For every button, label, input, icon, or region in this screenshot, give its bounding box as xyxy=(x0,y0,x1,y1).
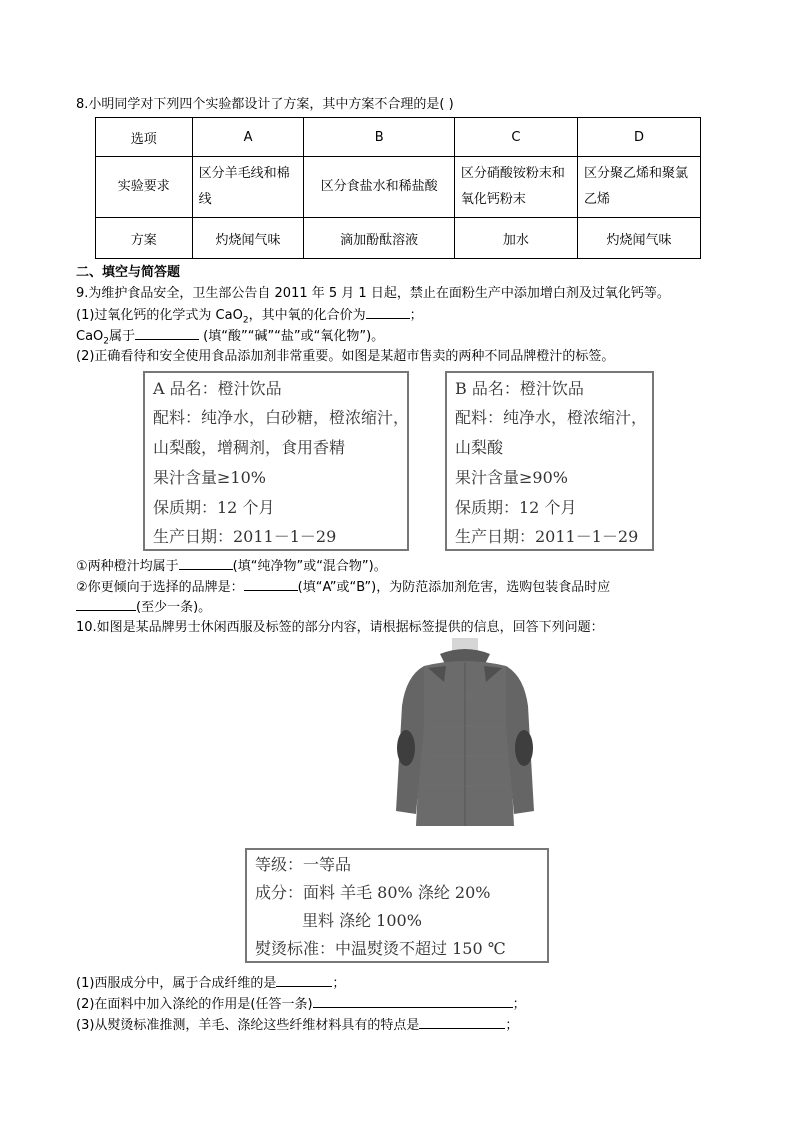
q8-stem: 8.小明同学对下列四个实验都设计了方案，其中方案不合理的是( ) xyxy=(76,97,454,112)
cell-req-c: 区分硝酸铵粉末和氧化钙粉末 xyxy=(454,157,577,218)
row-label-requirement: 实验要求 xyxy=(96,157,193,218)
blazer-image xyxy=(384,636,546,836)
answer-blank[interactable] xyxy=(76,597,136,611)
elbow-patch-icon xyxy=(397,730,415,766)
q9-p1-l2-text: CaO xyxy=(76,329,104,344)
q9-part2: (2)正确看待和安全使用食品添加剂非常重要。如图是某超市售卖的两种不同品牌橙汁的标签。 xyxy=(76,349,615,364)
cell-req-a: 区分羊毛线和棉线 xyxy=(192,157,304,218)
label-a-line: 生产日期：2011－1－29 xyxy=(153,527,337,546)
q9-sub2 xyxy=(76,577,610,597)
q9-sub1 xyxy=(76,556,387,576)
q10-part1 xyxy=(76,973,345,993)
header-a: A xyxy=(192,118,304,157)
cell-req-b: 区分食盐水和稀盐酸 xyxy=(304,157,454,218)
cell-plan-d: 灼烧闻气味 xyxy=(577,218,700,259)
answer-blank[interactable] xyxy=(276,973,332,987)
q10-part2 xyxy=(76,994,526,1014)
q10-p2-end: ； xyxy=(512,997,526,1012)
q10-p3-end: ； xyxy=(505,1018,519,1033)
juice-label-a xyxy=(143,371,409,551)
garment-label-line: 等级：一等品 xyxy=(255,855,352,874)
q9-p1-end: ； xyxy=(409,308,423,323)
answer-blank[interactable] xyxy=(313,994,513,1008)
table-row xyxy=(96,218,701,259)
q9-p1-text: (1)过氧化钙的化学式为 CaO xyxy=(76,308,243,323)
q9-p1-l2-post: (填“酸”“碱”“盐”或“氧化物”)。 xyxy=(199,329,385,344)
label-a-line: 山梨酸，增稠剂，食用香精 xyxy=(153,438,346,457)
q8-table xyxy=(95,117,701,259)
q9-s1-text: ①两种橙汁均属于 xyxy=(76,559,179,574)
label-a-line: 保质期：12 个月 xyxy=(153,498,275,517)
section-title: 二、填空与简答题 xyxy=(76,265,181,280)
table-row xyxy=(96,157,701,218)
garment-label-line: 熨烫标准：中温熨烫不超过 150 ℃ xyxy=(255,939,506,958)
table-row xyxy=(96,118,701,157)
subscript: 2 xyxy=(242,315,249,326)
q9-part1-line2 xyxy=(76,326,384,351)
q9-stem: 9.为维护食品安全，卫生部公告自 2011 年 5 月 1 日起，禁止在面粉生产中添加增白剂及过氧化钙等。 xyxy=(76,286,670,301)
garment-label xyxy=(245,848,549,963)
cell-req-d: 区分聚乙烯和聚氯乙烯 xyxy=(577,157,700,218)
subscript: 2 xyxy=(103,336,110,347)
label-b-line: 生产日期：2011－1－29 xyxy=(455,527,639,546)
q9-s1-post: (填“纯净物”或“混合物”)。 xyxy=(232,559,387,574)
label-b-line: B 品名：橙汁饮品 xyxy=(455,379,584,398)
q10-part3 xyxy=(76,1015,518,1035)
q9-p1-l2-mid: 属于 xyxy=(109,329,136,344)
label-a-line: 配料：纯净水，白砂糖，橙浓缩汁， xyxy=(153,408,410,427)
answer-blank[interactable] xyxy=(419,1015,505,1029)
q9-s2-l2-post: (至少一条)。 xyxy=(136,600,212,615)
header-b: B xyxy=(304,118,454,157)
juice-label-b xyxy=(445,371,654,551)
elbow-patch-icon xyxy=(515,730,533,766)
label-a-line: A 品名：橙汁饮品 xyxy=(153,379,282,398)
q9-s2-post: (填“A”或“B”)，为防范添加剂危害，选购包装食品时应 xyxy=(297,580,611,595)
q10-p3-text: (3)从熨烫标准推测，羊毛、涤纶这些纤维材料具有的特点是 xyxy=(76,1018,420,1033)
q9-s2-text: ②你更倾向于选择的品牌是： xyxy=(76,580,244,595)
header-d: D xyxy=(577,118,700,157)
header-option: 选项 xyxy=(96,118,193,157)
answer-blank[interactable] xyxy=(366,305,410,319)
label-b-line: 配料：纯净水，橙浓缩汁， xyxy=(455,408,648,427)
cell-plan-c: 加水 xyxy=(454,218,577,259)
q10-p2-text: (2)在面料中加入涤纶的作用是(任答一条) xyxy=(76,997,313,1012)
answer-blank[interactable] xyxy=(179,556,233,570)
q9-sub2-line2 xyxy=(76,597,211,617)
garment-label-line: 里料 涤纶 100% xyxy=(302,911,422,930)
q9-p1-text2: ，其中氧的化合价为 xyxy=(248,308,366,323)
label-b-line: 山梨酸 xyxy=(455,438,504,457)
label-b-line: 保质期：12 个月 xyxy=(455,498,577,517)
label-a-line: 果汁含量≥10% xyxy=(153,468,266,487)
answer-blank[interactable] xyxy=(135,326,199,340)
cell-plan-a: 灼烧闻气味 xyxy=(192,218,304,259)
label-b-line: 果汁含量≥90% xyxy=(455,468,568,487)
cell-plan-b: 滴加酚酞溶液 xyxy=(304,218,454,259)
row-label-plan: 方案 xyxy=(96,218,193,259)
answer-blank[interactable] xyxy=(244,577,298,591)
q10-p1-text: (1)西服成分中，属于合成纤维的是 xyxy=(76,976,277,991)
garment-label-line: 成分：面料 羊毛 80% 涤纶 20% xyxy=(255,883,491,902)
q10-p1-end: ； xyxy=(332,976,346,991)
q10-stem: 10.如图是某品牌男士休闲西服及标签的部分内容，请根据标签提供的信息，回答下列问题： xyxy=(76,620,604,635)
header-c: C xyxy=(454,118,577,157)
